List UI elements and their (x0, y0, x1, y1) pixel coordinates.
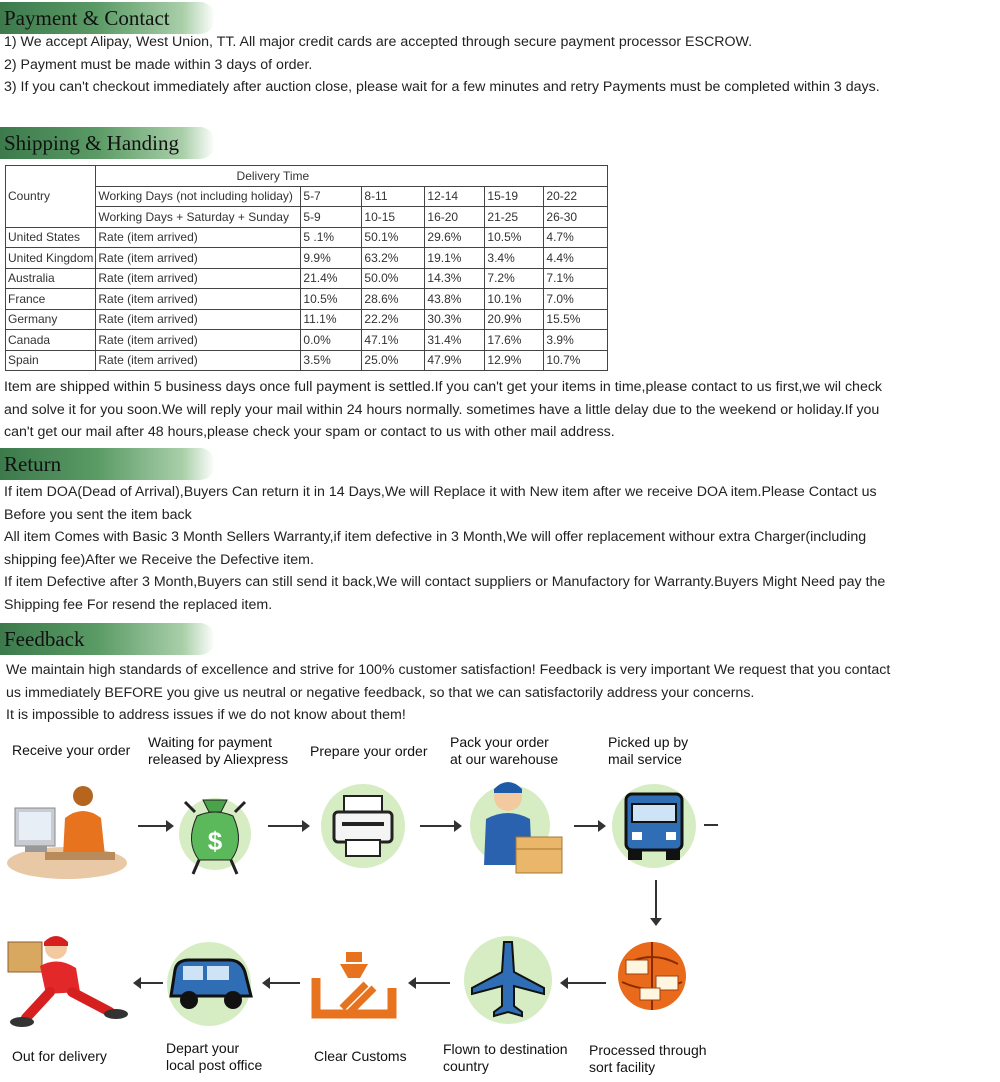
country-header: Country (6, 166, 96, 228)
rate-value-cell: 30.3% (425, 309, 485, 330)
step-label: country (443, 1058, 489, 1074)
computer-user-icon (5, 778, 130, 883)
step-label: released by Aliexpress (148, 751, 289, 767)
return-line: If item Defective after 3 Month,Buyers can still send it back,We will contact suppliers or Manufactory for Warranty.Buyers Might Need pay the Shipping fee For resend the replaced item. (4, 574, 886, 613)
range-cell: 10-15 (362, 207, 425, 228)
range-cell: 15-19 (485, 186, 544, 207)
rate-value-cell: 14.3% (425, 268, 485, 289)
rate-value-cell: 4.7% (544, 227, 608, 248)
step-label: Processed through (589, 1042, 707, 1058)
shipping-note-text: Item are shipped within 5 business days once full payment is settled.If you can't get your items in time,please contact to us first,we wil check and solve it for you soon.We will reply your mail within 24 hours normally. sometimes have a little delay due to the weekend or holiday.If you can't get our mail after 48 hours,please check your spam or contact to us with other mail address. (4, 379, 883, 440)
range-cell: 8-11 (362, 186, 425, 207)
return-line: All item Comes with Basic 3 Month Sellers Warranty,if item defective in 3 Month,We will offer replacement withour extra Charger(including shipping fee)After we Receive the Defective item. (4, 529, 867, 568)
return-heading-banner (0, 448, 215, 480)
shipping-rate-table (5, 165, 608, 371)
rate-row (6, 248, 608, 269)
svg-text:$: $ (207, 826, 223, 856)
flow-arrow (268, 825, 308, 827)
rate-value-cell: 7.0% (544, 289, 608, 310)
worker-box-icon (470, 775, 570, 885)
flow-arrow (138, 825, 172, 827)
rate-value-cell: 20.9% (485, 309, 544, 330)
rate-value-cell: 3.4% (485, 248, 544, 269)
country-cell: Germany (6, 309, 96, 330)
rate-label-cell: Rate (item arrived) (96, 248, 301, 269)
rate-value-cell: 15.5% (544, 309, 608, 330)
rate-value-cell: 3.5% (301, 350, 362, 371)
step-label: Picked up by (608, 734, 689, 750)
feedback-line: We maintain high standards of excellence and strive for 100% customer satisfaction! Feedback is very important We request that you contact us immediately BEFORE you give us neutral or negative feedback, so that we can satisfactorily address your concerns. (6, 662, 891, 701)
country-cell: France (6, 289, 96, 310)
payment-line: 1) We accept Alipay, West Union, TT. All major credit cards are accepted through secure payment processor ESCROW. (4, 34, 753, 50)
country-cell: United States (6, 227, 96, 248)
range-cell: 12-14 (425, 186, 485, 207)
rate-value-cell: 25.0% (362, 350, 425, 371)
step-label: Flown to destination (443, 1041, 568, 1057)
van-icon (163, 938, 258, 1028)
rate-value-cell: 50.1% (362, 227, 425, 248)
return-text (4, 481, 894, 616)
customs-icon (310, 948, 398, 1028)
payment-heading-banner (0, 2, 215, 34)
rate-label-cell: Rate (item arrived) (96, 227, 301, 248)
globe-mail-icon (612, 930, 692, 1025)
rate-value-cell: 7.1% (544, 268, 608, 289)
country-cell: Canada (6, 330, 96, 351)
step-label: Depart your (166, 1040, 240, 1056)
truck-icon (608, 778, 700, 873)
flow-arrow (135, 982, 163, 984)
step-label: Clear Customs (314, 1048, 407, 1064)
payment-heading: Payment & Contact (4, 6, 170, 30)
rate-value-cell: 31.4% (425, 330, 485, 351)
rate-value-cell: 22.2% (362, 309, 425, 330)
rate-value-cell: 21.4% (301, 268, 362, 289)
rate-value-cell: 7.2% (485, 268, 544, 289)
rate-label-cell: Rate (item arrived) (96, 268, 301, 289)
rate-row (6, 350, 608, 371)
feedback-heading: Feedback (4, 627, 85, 651)
rate-value-cell: 10.1% (485, 289, 544, 310)
rate-value-cell: 10.5% (485, 227, 544, 248)
payment-text (4, 31, 894, 99)
country-cell: Spain (6, 350, 96, 371)
rate-label-cell: Rate (item arrived) (96, 289, 301, 310)
shipping-heading-banner (0, 127, 215, 159)
delivery-time-header: Delivery Time (96, 166, 608, 187)
range-cell: 16-20 (425, 207, 485, 228)
rate-value-cell: 47.9% (425, 350, 485, 371)
range-cell: 20-22 (544, 186, 608, 207)
rate-value-cell: 50.0% (362, 268, 425, 289)
rate-value-cell: 5 .1% (301, 227, 362, 248)
flow-arrow (562, 982, 606, 984)
rate-value-cell: 19.1% (425, 248, 485, 269)
range-cell: 21-25 (485, 207, 544, 228)
rate-value-cell: 11.1% (301, 309, 362, 330)
step-label: mail service (608, 751, 682, 767)
rate-row (6, 330, 608, 351)
step-label: Waiting for payment (148, 734, 272, 750)
country-cell: Australia (6, 268, 96, 289)
step-label: local post office (166, 1057, 263, 1073)
flow-arrow (264, 982, 300, 984)
shipping-note (4, 376, 894, 444)
flow-arrow-down (655, 880, 657, 924)
courier-icon (6, 932, 131, 1032)
return-heading: Return (4, 452, 62, 476)
feedback-heading-banner (0, 623, 215, 655)
flow-arrow (410, 982, 450, 984)
airplane-icon (460, 932, 555, 1027)
rate-value-cell: 63.2% (362, 248, 425, 269)
range-cell: 5-7 (301, 186, 362, 207)
rate-row (6, 289, 608, 310)
rate-value-cell: 29.6% (425, 227, 485, 248)
rate-value-cell: 10.7% (544, 350, 608, 371)
step-label: sort facility (589, 1059, 656, 1075)
shipping-heading: Shipping & Handing (4, 131, 180, 155)
country-cell: United Kingdom (6, 248, 96, 269)
rate-value-cell: 10.5% (301, 289, 362, 310)
step-label: Pack your order (450, 734, 549, 750)
range-cell: 26-30 (544, 207, 608, 228)
rate-value-cell: 12.9% (485, 350, 544, 371)
printer-icon (318, 778, 408, 873)
step-label: Receive your order (12, 742, 131, 758)
rate-row (6, 227, 608, 248)
step-label: Out for delivery (12, 1048, 107, 1064)
flow-arrow (420, 825, 460, 827)
feedback-line: It is impossible to address issues if we do not know about them! (6, 707, 406, 723)
range-cell: 5-9 (301, 207, 362, 228)
payment-line: 3) If you can't checkout immediately after auction close, please wait for a few minutes and retry Payments must be completed within 3 days. (4, 79, 880, 95)
step-label: at our warehouse (450, 751, 559, 767)
money-bag-icon (175, 772, 255, 882)
step-label: Prepare your order (310, 743, 428, 759)
rate-value-cell: 0.0% (301, 330, 362, 351)
feedback-text (6, 659, 896, 727)
rate-value-cell: 4.4% (544, 248, 608, 269)
rate-row (6, 309, 608, 330)
rate-value-cell: 17.6% (485, 330, 544, 351)
rate-value-cell: 28.6% (362, 289, 425, 310)
rate-value-cell: 9.9% (301, 248, 362, 269)
working-days-label: Working Days (not including holiday) (96, 186, 301, 207)
rate-label-cell: Rate (item arrived) (96, 350, 301, 371)
return-line: If item DOA(Dead of Arrival),Buyers Can return it in 14 Days,We will Replace it with New item after we receive DOA item.Please Contact us Before you sent the item back (4, 484, 877, 523)
rate-value-cell: 43.8% (425, 289, 485, 310)
rate-value-cell: 47.1% (362, 330, 425, 351)
rate-value-cell: 3.9% (544, 330, 608, 351)
rate-label-cell: Rate (item arrived) (96, 330, 301, 351)
working-days-weekend-label: Working Days + Saturday + Sunday (96, 207, 301, 228)
rate-row (6, 268, 608, 289)
payment-line: 2) Payment must be made within 3 days of order. (4, 56, 313, 73)
flow-arrow (574, 825, 604, 827)
flow-line (704, 824, 718, 826)
rate-label-cell: Rate (item arrived) (96, 309, 301, 330)
